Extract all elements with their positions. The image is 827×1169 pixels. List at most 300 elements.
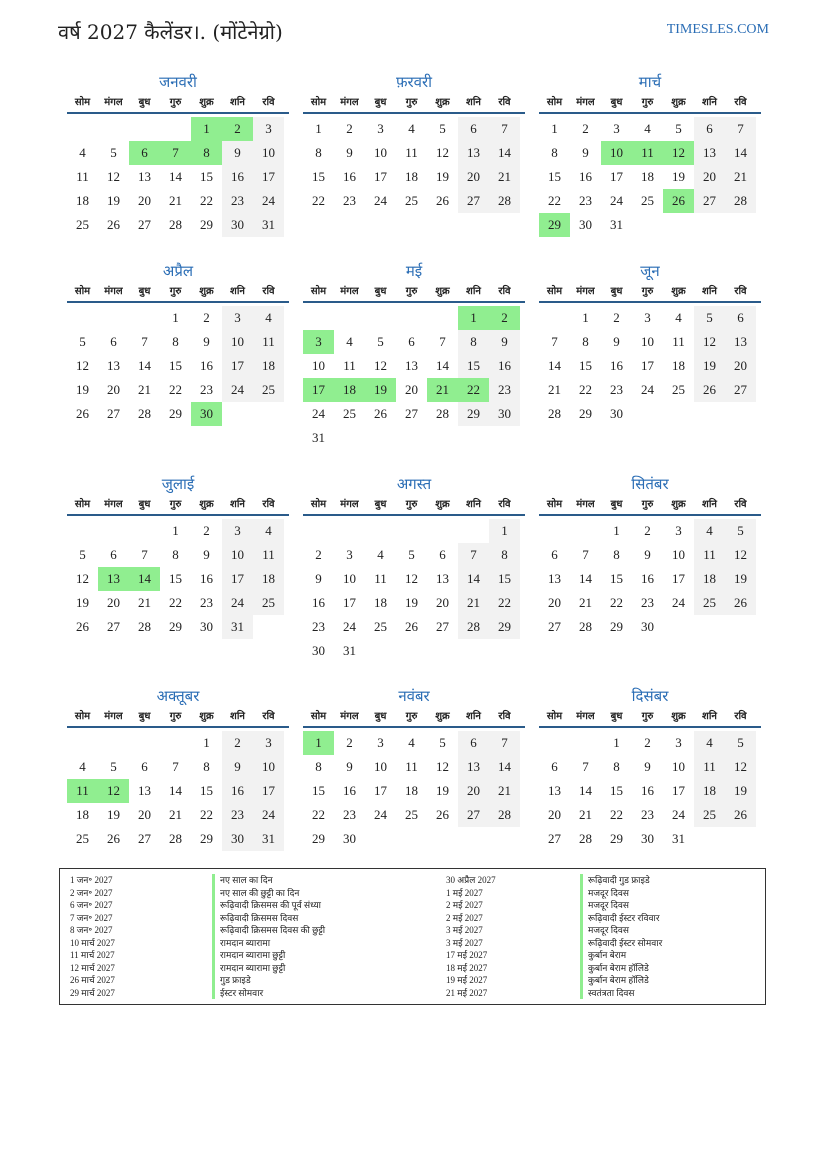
weekday-label: मंगल [576, 711, 595, 722]
day-cell: 23 [641, 595, 654, 610]
day-cell: 22 [169, 382, 182, 397]
weekday-label: बुध [610, 97, 623, 108]
empty-day-cell [427, 519, 458, 543]
weekday-label: मंगल [576, 286, 595, 297]
day-cell: 9 [222, 141, 253, 165]
weekday-label: मंगल [340, 499, 359, 510]
day-cell: 7 [725, 117, 756, 141]
day-cell: 10 [343, 571, 356, 586]
day-cell: 13 [138, 783, 151, 798]
day-cell: 6 [551, 759, 558, 774]
day-cell: 24 [610, 193, 623, 208]
holiday-day-cell: 18 [334, 378, 365, 402]
day-cell: 6 [551, 547, 558, 562]
legend-holiday-name: रूढ़िवादी क्रिसमस दिवस की छुट्टी [212, 924, 325, 937]
weekday-label: सोम [546, 711, 563, 722]
day-cell: 5 [725, 731, 756, 755]
day-cell: 21 [489, 779, 520, 803]
day-cell: 31 [343, 643, 356, 658]
weekday-label: बुध [374, 499, 387, 510]
legend-dates-col-2 [446, 874, 496, 999]
weekday-label: रवि [262, 286, 275, 297]
weekday-label: बुध [374, 711, 387, 722]
day-cell: 8 [489, 543, 520, 567]
day-cell: 22 [489, 591, 520, 615]
day-cell: 8 [172, 547, 179, 562]
legend-date: 2 जन॰ 2027 [70, 887, 113, 898]
day-cell: 1 [315, 121, 322, 136]
empty-day-cell [539, 731, 570, 755]
month-name: अक्तूबर [156, 687, 200, 705]
legend-holiday-name: गुड फ्राइडे [212, 974, 325, 987]
day-cell: 14 [579, 783, 592, 798]
day-cell: 12 [76, 571, 89, 586]
weekday-label: गुरु [641, 286, 654, 297]
month-block [67, 474, 289, 639]
day-cell: 25 [374, 619, 387, 634]
day-cell: 7 [141, 334, 148, 349]
legend-date: 10 मार्च 2027 [70, 937, 115, 948]
day-cell: 30 [610, 406, 623, 421]
day-cell: 25 [253, 591, 284, 615]
day-cell: 31 [222, 615, 253, 639]
day-cell: 24 [253, 803, 284, 827]
day-cell: 16 [200, 571, 213, 586]
weekday-label: शनि [702, 286, 717, 297]
day-cell: 9 [203, 547, 210, 562]
month-block [303, 686, 525, 851]
day-cell: 13 [725, 330, 756, 354]
day-cell: 10 [374, 145, 387, 160]
weekday-label: बुध [138, 97, 151, 108]
month-name: अप्रैल [162, 262, 194, 280]
weekday-label: शनि [466, 499, 481, 510]
legend-date: 2 मई 2027 [446, 900, 483, 910]
weekday-label: बुध [610, 286, 623, 297]
day-cell: 4 [253, 519, 284, 543]
weekday-label: शनि [702, 711, 717, 722]
day-cell: 22 [200, 193, 213, 208]
weekday-label: मंगल [340, 286, 359, 297]
month-name: जनवरी [159, 73, 197, 91]
empty-day-cell [160, 117, 191, 141]
weekday-label: सोम [310, 97, 327, 108]
day-cell: 13 [458, 141, 489, 165]
day-cell: 3 [675, 735, 682, 750]
empty-day-cell [98, 117, 129, 141]
weekday-label: शुक्र [671, 286, 686, 297]
day-cell: 19 [76, 595, 89, 610]
day-cell: 2 [644, 523, 651, 538]
day-cell: 1 [172, 310, 179, 325]
page-title: वर्ष 2027 कैलेंडर।. (मोंटेनेग्रो) [58, 20, 283, 44]
day-cell: 14 [138, 358, 151, 373]
day-cell: 22 [169, 595, 182, 610]
day-cell: 28 [169, 217, 182, 232]
empty-day-cell [396, 519, 427, 543]
weekday-label: गुरु [169, 711, 182, 722]
day-cell: 27 [548, 619, 561, 634]
holiday-day-cell: 26 [663, 189, 694, 213]
day-cell: 2 [582, 121, 589, 136]
weekday-label: शुक्र [199, 499, 214, 510]
day-cell: 25 [694, 803, 725, 827]
day-cell: 27 [138, 217, 151, 232]
day-cell: 11 [76, 169, 89, 184]
empty-day-cell [570, 519, 601, 543]
legend-date: 1 मई 2027 [446, 887, 483, 898]
day-cell: 8 [613, 547, 620, 562]
day-cell: 10 [672, 759, 685, 774]
day-cell: 3 [222, 519, 253, 543]
day-cell: 20 [725, 354, 756, 378]
day-cell: 21 [725, 165, 756, 189]
day-grid [303, 306, 525, 450]
day-grid [303, 731, 525, 851]
empty-day-cell [67, 306, 98, 330]
day-cell: 27 [436, 619, 449, 634]
weekday-label: शनि [466, 286, 481, 297]
day-cell: 30 [200, 619, 213, 634]
day-cell: 24 [343, 619, 356, 634]
day-cell: 17 [672, 571, 685, 586]
holiday-day-cell: 6 [129, 141, 160, 165]
month-block [67, 261, 289, 426]
weekday-label: रवि [734, 97, 747, 108]
day-cell: 6 [458, 117, 489, 141]
day-cell: 28 [458, 615, 489, 639]
weekday-label: बुध [138, 711, 151, 722]
day-cell: 28 [489, 803, 520, 827]
day-cell: 10 [672, 547, 685, 562]
weekday-label: सोम [310, 286, 327, 297]
holiday-day-cell: 17 [303, 378, 334, 402]
day-cell: 27 [694, 189, 725, 213]
day-cell: 26 [725, 591, 756, 615]
day-cell: 9 [315, 571, 322, 586]
day-cell: 28 [138, 619, 151, 634]
weekday-label: रवि [498, 711, 511, 722]
day-cell: 17 [343, 595, 356, 610]
day-cell: 29 [610, 831, 623, 846]
month-block [303, 72, 525, 213]
day-cell: 8 [551, 145, 558, 160]
day-cell: 8 [315, 145, 322, 160]
day-cell: 28 [548, 406, 561, 421]
day-cell: 31 [672, 831, 685, 846]
legend-holiday-name: कुर्बान बेराम हॉलिडे [580, 962, 662, 975]
weekday-label: रवि [498, 286, 511, 297]
day-cell: 3 [644, 310, 651, 325]
legend-dates-col-1 [70, 874, 115, 999]
weekday-label: शनि [230, 711, 245, 722]
day-cell: 10 [312, 358, 325, 373]
day-cell: 24 [374, 193, 387, 208]
empty-day-cell [303, 306, 334, 330]
day-cell: 1 [489, 519, 520, 543]
weekday-label: गुरु [641, 499, 654, 510]
holiday-day-cell: 7 [160, 141, 191, 165]
weekday-header [303, 496, 525, 516]
day-cell: 14 [169, 169, 182, 184]
day-cell: 8 [613, 759, 620, 774]
day-cell: 5 [694, 306, 725, 330]
day-cell: 1 [613, 523, 620, 538]
holiday-day-cell: 11 [67, 779, 98, 803]
day-cell: 12 [725, 755, 756, 779]
day-cell: 17 [222, 354, 253, 378]
day-cell: 18 [374, 595, 387, 610]
legend-date: 3 मई 2027 [446, 925, 483, 935]
day-cell: 2 [315, 547, 322, 562]
day-cell: 16 [343, 783, 356, 798]
weekday-label: रवि [734, 286, 747, 297]
legend-date: 6 जन॰ 2027 [70, 900, 113, 910]
day-cell: 27 [405, 406, 418, 421]
day-cell: 21 [138, 382, 151, 397]
weekday-label: मंगल [104, 711, 123, 722]
day-cell: 10 [253, 141, 284, 165]
weekday-label: शनि [466, 711, 481, 722]
day-cell: 22 [610, 807, 623, 822]
weekday-label: रवि [498, 499, 511, 510]
day-cell: 30 [222, 827, 253, 851]
day-cell: 3 [377, 735, 384, 750]
day-cell: 20 [138, 193, 151, 208]
weekday-label: शुक्र [435, 711, 450, 722]
day-cell: 11 [405, 145, 418, 160]
weekday-label: शनि [230, 499, 245, 510]
day-cell: 14 [725, 141, 756, 165]
legend-date: 18 मई 2027 [446, 962, 488, 973]
day-cell: 22 [312, 193, 325, 208]
day-cell: 26 [374, 406, 387, 421]
day-cell: 12 [76, 358, 89, 373]
empty-day-cell [427, 306, 458, 330]
day-cell: 16 [610, 358, 623, 373]
empty-day-cell [98, 519, 129, 543]
legend-holiday-name: रामदान ब्यारामा छुट्टी [212, 949, 325, 962]
empty-day-cell [334, 519, 365, 543]
day-cell: 16 [222, 165, 253, 189]
month-block [539, 474, 761, 639]
legend-holiday-name: ईस्टर सोमवार [212, 987, 325, 1000]
day-cell: 15 [458, 354, 489, 378]
day-cell: 17 [374, 169, 387, 184]
weekday-label: शुक्र [199, 711, 214, 722]
day-cell: 28 [725, 189, 756, 213]
legend-holiday-name: मजदूर दिवस [580, 924, 662, 937]
day-cell: 29 [200, 831, 213, 846]
weekday-label: गुरु [641, 711, 654, 722]
day-cell: 14 [436, 358, 449, 373]
day-cell: 28 [436, 406, 449, 421]
day-cell: 11 [253, 543, 284, 567]
day-cell: 11 [694, 543, 725, 567]
legend-holiday-name: कुर्बान बेराम [580, 949, 662, 962]
weekday-label: गुरु [169, 286, 182, 297]
day-cell: 15 [489, 567, 520, 591]
day-cell: 15 [200, 783, 213, 798]
day-cell: 19 [107, 193, 120, 208]
day-cell: 18 [694, 567, 725, 591]
legend-date: 11 मार्च 2027 [70, 950, 115, 960]
day-grid [303, 519, 525, 663]
day-cell: 15 [610, 571, 623, 586]
day-cell: 13 [458, 755, 489, 779]
day-cell: 29 [169, 406, 182, 421]
legend-names-col-2 [580, 874, 662, 999]
day-cell: 20 [548, 807, 561, 822]
day-cell: 11 [405, 759, 418, 774]
weekday-label: गुरु [641, 97, 654, 108]
month-name: फ़रवरी [395, 73, 433, 91]
legend-holiday-name: नए साल की छुट्टी का दिन [212, 887, 325, 900]
day-cell: 13 [436, 571, 449, 586]
day-cell: 23 [200, 595, 213, 610]
day-cell: 7 [172, 759, 179, 774]
weekday-label: मंगल [576, 97, 595, 108]
weekday-label: मंगल [340, 711, 359, 722]
day-cell: 29 [458, 402, 489, 426]
day-cell: 25 [694, 591, 725, 615]
day-cell: 16 [579, 169, 592, 184]
month-name: सितंबर [631, 475, 669, 493]
day-cell: 24 [312, 406, 325, 421]
weekday-label: सोम [310, 499, 327, 510]
day-cell: 26 [76, 406, 89, 421]
legend-holiday-name: रूढ़िवादी गुड फ्राइडे [580, 874, 662, 887]
weekday-label: सोम [74, 97, 91, 108]
day-cell: 24 [641, 382, 654, 397]
day-cell: 30 [641, 831, 654, 846]
month-name: जुलाई [161, 475, 195, 493]
holiday-day-cell: 21 [427, 378, 458, 402]
day-cell: 16 [222, 779, 253, 803]
day-cell: 28 [579, 619, 592, 634]
legend-holiday-name: मजदूर दिवस [580, 887, 662, 900]
day-cell: 30 [641, 619, 654, 634]
day-cell: 25 [76, 831, 89, 846]
weekday-label: सोम [74, 499, 91, 510]
weekday-label: शुक्र [199, 286, 214, 297]
day-cell: 5 [725, 519, 756, 543]
day-cell: 8 [315, 759, 322, 774]
legend-date: 2 मई 2027 [446, 912, 483, 923]
day-cell: 30 [312, 643, 325, 658]
empty-day-cell [98, 306, 129, 330]
holiday-day-cell: 1 [458, 306, 489, 330]
legend-holiday-name: कुर्बान बेराम हॉलिडे [580, 974, 662, 987]
day-cell: 4 [694, 731, 725, 755]
day-cell: 6 [110, 547, 117, 562]
day-cell: 5 [439, 735, 446, 750]
day-cell: 15 [169, 358, 182, 373]
day-cell: 2 [203, 523, 210, 538]
day-cell: 29 [200, 217, 213, 232]
weekday-label: बुध [374, 97, 387, 108]
empty-day-cell [303, 519, 334, 543]
legend-date: 26 मार्च 2027 [70, 975, 115, 985]
day-cell: 23 [579, 193, 592, 208]
weekday-label: शुक्र [435, 97, 450, 108]
month-block [539, 686, 761, 851]
month-name: दिसंबर [631, 687, 669, 705]
day-cell: 18 [76, 807, 89, 822]
weekday-label: शनि [702, 499, 717, 510]
day-cell: 19 [725, 779, 756, 803]
day-cell: 6 [408, 334, 415, 349]
day-cell: 20 [107, 382, 120, 397]
day-cell: 12 [405, 571, 418, 586]
day-cell: 7 [439, 334, 446, 349]
day-cell: 12 [725, 543, 756, 567]
empty-day-cell [129, 731, 160, 755]
empty-day-cell [334, 306, 365, 330]
day-cell: 6 [110, 334, 117, 349]
month-name: मई [405, 262, 423, 280]
day-cell: 25 [76, 217, 89, 232]
month-block [303, 474, 525, 663]
day-cell: 3 [346, 547, 353, 562]
day-cell: 6 [458, 731, 489, 755]
day-grid [539, 117, 761, 237]
day-grid [539, 519, 761, 639]
day-cell: 12 [694, 330, 725, 354]
day-cell: 19 [107, 807, 120, 822]
day-cell: 10 [222, 543, 253, 567]
empty-day-cell [129, 117, 160, 141]
day-cell: 23 [610, 382, 623, 397]
month-name: मार्च [638, 73, 662, 91]
weekday-label: शनि [466, 97, 481, 108]
weekday-label: गुरु [405, 97, 418, 108]
day-cell: 4 [408, 121, 415, 136]
weekday-label: मंगल [340, 97, 359, 108]
day-cell: 19 [76, 382, 89, 397]
day-cell: 14 [169, 783, 182, 798]
empty-day-cell [98, 731, 129, 755]
day-cell: 25 [405, 807, 418, 822]
holiday-day-cell: 12 [663, 141, 694, 165]
day-cell: 27 [107, 619, 120, 634]
day-cell: 28 [579, 831, 592, 846]
day-cell: 4 [644, 121, 651, 136]
day-cell: 14 [489, 755, 520, 779]
holiday-day-cell: 19 [365, 378, 396, 402]
day-cell: 3 [377, 121, 384, 136]
site-brand-link[interactable]: TIMESLES.COM [666, 22, 769, 37]
day-cell: 5 [377, 334, 384, 349]
day-cell: 2 [203, 310, 210, 325]
day-cell: 17 [222, 567, 253, 591]
day-cell: 18 [253, 354, 284, 378]
weekday-label: शुक्र [671, 97, 686, 108]
day-cell: 18 [694, 779, 725, 803]
weekday-label: बुध [374, 286, 387, 297]
weekday-label: गुरु [405, 286, 418, 297]
weekday-label: शुक्र [435, 499, 450, 510]
day-cell: 3 [253, 731, 284, 755]
day-cell: 27 [725, 378, 756, 402]
weekday-label: शनि [702, 97, 717, 108]
day-cell: 13 [405, 358, 418, 373]
month-name: नवंबर [398, 687, 430, 705]
day-cell: 23 [343, 193, 356, 208]
day-cell: 13 [694, 141, 725, 165]
holiday-day-cell: 1 [303, 731, 334, 755]
day-cell: 8 [582, 334, 589, 349]
